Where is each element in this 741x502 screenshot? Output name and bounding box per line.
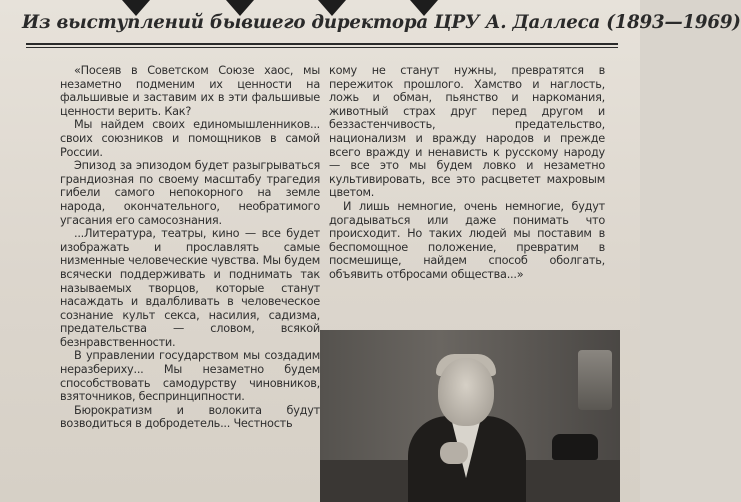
paragraph: кому не станут нужны, превратятся в пережиток прошлого. Хамство и наглость, ложь и обман, пьянство и наркомания, животный страх друг перед другом и беззастенчивость, предательство, национализм и вражду народов и прежде всего вражду и ненависть к русскому народу — все это мы будем ловко и незаметно культивировать, все это расцветет махровым цветом. bbox=[329, 64, 605, 200]
paragraph: Мы найдем своих единомышленников... своих союзников и помощников в самой России. bbox=[60, 118, 320, 159]
paragraph: Эпизод за эпизодом будет разыгрываться грандиозная по своему масштабу трагедия гибели самого непокорного на земле народа, окончательного, необратимого угасания его самосознания. bbox=[60, 159, 320, 227]
paragraph: И лишь немногие, очень немногие, будут догадываться или даже понимать что происходит. Но таких людей мы поставим в беспомощное положение, превратим в посмешище, найдем способ оболгать, объявить отбросами общества...» bbox=[329, 199, 605, 281]
paragraph: «Посеяв в Советском Союзе хаос, мы незаметно подменим их ценности на фальшивые и заставим их в эти фальшивые ценности верить. Как? bbox=[60, 64, 320, 118]
right-column bbox=[329, 64, 605, 282]
paragraph: Бюрократизм и волокита будут возводиться в добродетель... Честность bbox=[60, 403, 320, 431]
title-rule-top bbox=[26, 43, 618, 45]
title-rule-bottom bbox=[26, 47, 618, 48]
article-title: Из выступлений бывшего директора ЦРУ А. Даллеса (1893—1969) bbox=[22, 12, 741, 33]
left-column bbox=[60, 64, 320, 431]
paragraph: В управлении государством мы создадим неразбериху... Мы незаметно будем способствовать самодурству чиновников, взяточников, беспринципности. bbox=[60, 349, 320, 404]
portrait-photo bbox=[320, 330, 620, 502]
paragraph: ...Литература, театры, кино — все будет изображать и прославлять самые низменные человеческие чувства. Мы будем всячески поддерживать и поднимать так называемых творцов, которые станут насаждать и вдалбливать в человеческое сознание культ секса, насилия, садизма, предательства — словом, всякой безнравственности. bbox=[60, 227, 320, 349]
